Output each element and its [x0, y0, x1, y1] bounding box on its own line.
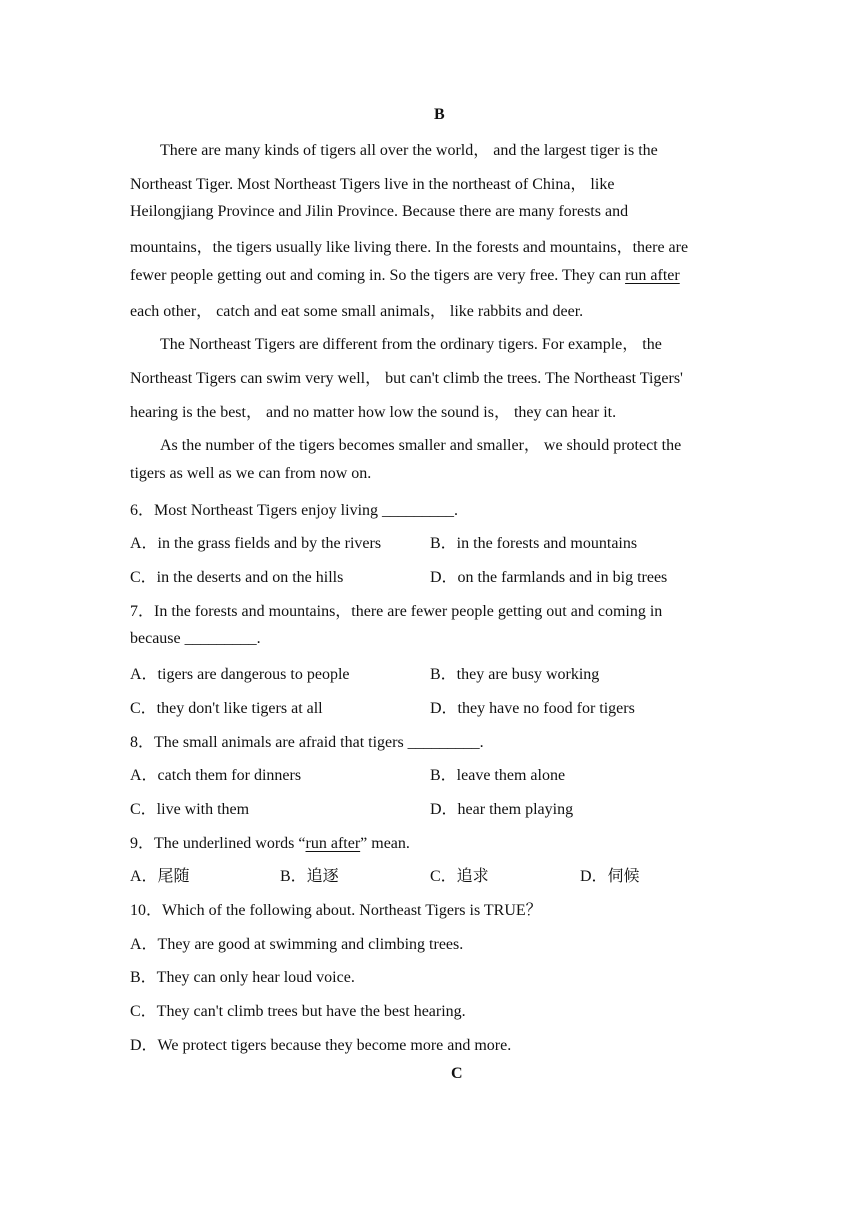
passage-p1-line-5-text: fewer people getting out and coming in. So the tigers are very free. They can [130, 267, 626, 284]
question-9-option-d: D．伺候 [580, 868, 640, 885]
question-6-option-d: D．on the farmlands and in big trees [430, 569, 668, 586]
question-8-option-b: B．leave them alone [430, 767, 566, 784]
question-8-option-c: C．live with them [130, 801, 250, 818]
passage-p1-line-1: There are many kinds of tigers all over the world， and the largest tiger is the [160, 142, 658, 159]
question-10-option-c: C．They can't climb trees but have the best hearing. [130, 1003, 466, 1020]
question-6-option-b: B．in the forests and mountains [430, 535, 638, 552]
question-6-option-c: C．in the deserts and on the hills [130, 569, 344, 586]
passage-p2-line-3: hearing is the best， and no matter how low the sound is， they can hear it. [130, 404, 617, 421]
question-9-stem-post: ” mean. [360, 835, 410, 852]
passage-p1-line-6: each other， catch and eat some small animals， like rabbits and deer. [130, 303, 584, 320]
passage-p3-line-2: tigers as well as we can from now on. [130, 465, 372, 482]
question-9-stem [130, 830, 410, 853]
question-6-option-a: A．in the grass fields and by the rivers [130, 535, 382, 552]
question-9-option-a: A．尾随 [130, 868, 190, 885]
passage-p2-line-1: The Northeast Tigers are different from the ordinary tigers. For example， the [160, 336, 662, 353]
question-8-option-a: A．catch them for dinners [130, 767, 302, 784]
question-7-stem-line-2: because _________. [130, 630, 261, 647]
section-c-heading: C [451, 1065, 463, 1082]
question-8-stem: 8．The small animals are afraid that tigers _________. [130, 734, 484, 751]
question-9-option-b: B．追逐 [280, 868, 339, 885]
question-9-stem-pre: 9．The underlined words “ [130, 835, 306, 852]
question-7-option-d: D．they have no food for tigers [430, 700, 635, 717]
underlined-phrase-ref: run after [305, 835, 361, 852]
underlined-phrase: run after [625, 267, 680, 284]
question-10-option-d: D．We protect tigers because they become more and more. [130, 1037, 512, 1054]
question-6-stem: 6．Most Northeast Tigers enjoy living _________. [130, 502, 459, 519]
question-10-option-b: B．They can only hear loud voice. [130, 969, 355, 986]
question-7-stem-line-1: 7．In the forests and mountains，there are fewer people getting out and coming in [130, 603, 663, 620]
question-7-option-b: B．they are busy working [430, 666, 600, 683]
question-8-option-d: D．hear them playing [430, 801, 574, 818]
question-7-option-a: A．tigers are dangerous to people [130, 666, 350, 683]
question-10-stem: 10．Which of the following about. Northeast Tigers is TRUE？ [130, 902, 542, 919]
passage-p3-line-1: As the number of the tigers becomes smaller and smaller， we should protect the [160, 437, 682, 454]
passage-p1-line-2: Northeast Tiger. Most Northeast Tigers live in the northeast of China， like [130, 176, 615, 193]
passage-p2-line-2: Northeast Tigers can swim very well， but can't climb the trees. The Northeast Tigers' [130, 370, 683, 387]
passage-p1-line-4: mountains，the tigers usually like living there. In the forests and mountains，there are [130, 239, 689, 256]
question-10-option-a: A．They are good at swimming and climbing trees. [130, 936, 464, 953]
question-7-option-c: C．they don't like tigers at all [130, 700, 323, 717]
section-b-heading: B [434, 106, 445, 123]
passage-p1-line-3: Heilongjiang Province and Jilin Province. Because there are many forests and [130, 203, 629, 220]
question-9-option-c: C．追求 [430, 868, 489, 885]
passage-p1-line-5 [130, 267, 680, 285]
